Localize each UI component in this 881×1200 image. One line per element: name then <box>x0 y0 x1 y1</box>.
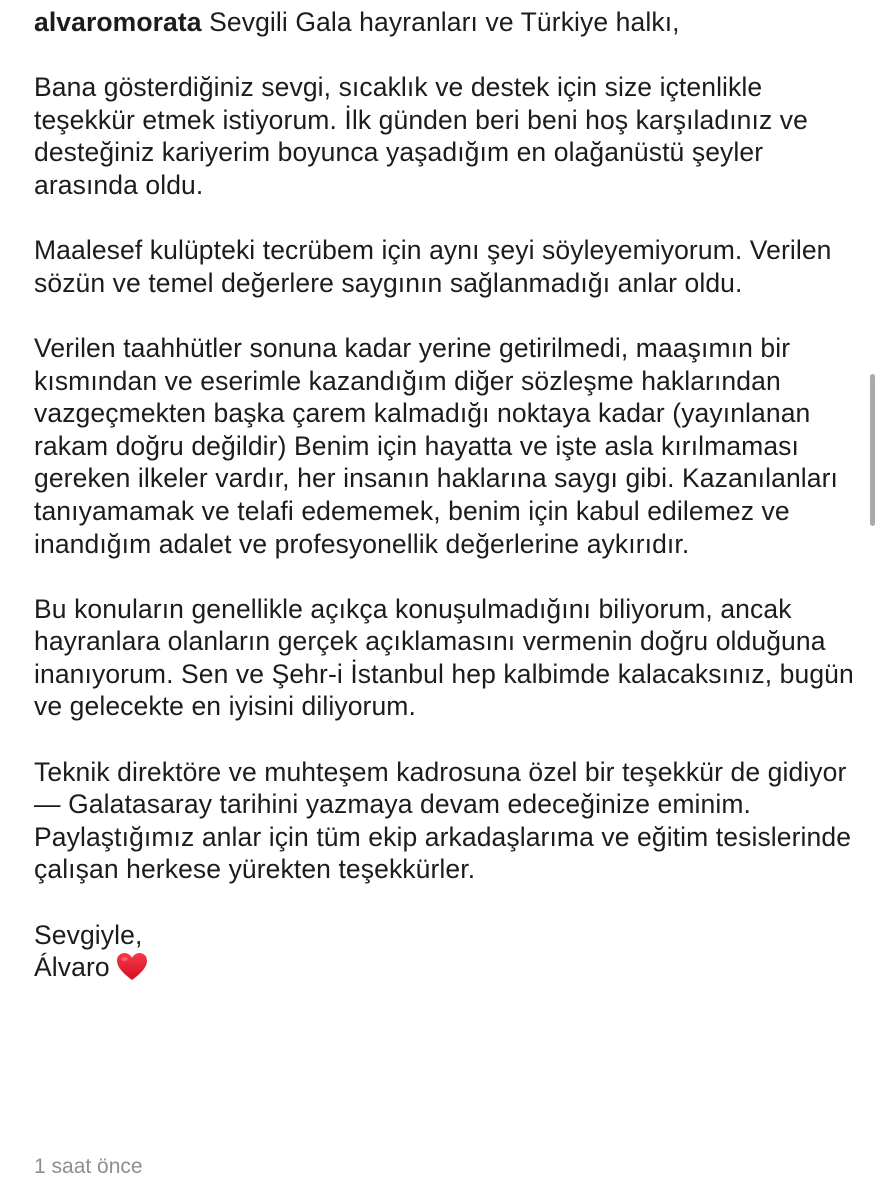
scrollbar-thumb[interactable] <box>870 374 875 526</box>
caption-paragraph-4: Bu konuların genellikle açıkça konuşulmadığını biliyorum, ancak hayranlara olanların gerçek açıklamasını vermenin doğru olduğuna inanıyorum. Sen ve Şehr-i İstanbul hep kalbimde kalacaksınız, bugün ve gelecekte en iyisini diliyorum. <box>34 593 854 722</box>
username-link[interactable]: alvaromorata <box>34 7 202 37</box>
caption-paragraph-1: Bana gösterdiğiniz sevgi, sıcaklık ve destek için size içtenlikle teşekkür etmek istiyorum. İlk günden beri beni hoş karşıladınız ve desteğiniz kariyerim boyunca yaşadığım en olağanüstü şeyler arasında oldu. <box>34 72 808 200</box>
caption-paragraph-3: Verilen taahhütler sonuna kadar yerine getirilmedi, maaşımın bir kısmından ve eserimle kazandığım diğer sözleşme haklarından vazgeçmekten başka çarem kalmadığı noktaya kadar (yayınlanan rakam doğru değildir) Benim için hayatta ve işte asla kırılmaması gereken ilkeler vardır, her insanın haklarına saygı gibi. Kazanılanları tanıyamamak ve telafi edememek, benim için kabul edilemez ve inandığım adalet ve profesyonellik değerlerine aykırıdır. <box>34 332 839 559</box>
caption-greeting: Sevgili Gala hayranları ve Türkiye halkı, <box>209 7 680 37</box>
post-caption <box>34 6 854 984</box>
caption-paragraph-5: Teknik direktöre ve muhteşem kadrosuna özel bir teşekkür de gidiyor — Galatasaray tarihini yazmaya devam edeceğinize eminim. Paylaştığımız anlar için tüm ekip arkadaşlarıma ve eğitim tesislerinde çalışan herkese yürekten teşekkürler. <box>34 756 852 885</box>
caption-signature-line <box>34 951 854 984</box>
red-heart-icon <box>116 952 148 982</box>
caption-signature: Álvaro <box>34 952 110 983</box>
caption-paragraph-2: Maalesef kulüpteki tecrübem için aynı şeyi söyleyemiyorum. Verilen sözün ve temel değerlere saygının sağlanmadığı anlar oldu. <box>34 235 832 298</box>
caption-signoff: Sevgiyle, <box>34 919 143 950</box>
caption-greeting-line <box>34 6 854 39</box>
post-timestamp: 1 saat önce <box>34 1155 143 1178</box>
